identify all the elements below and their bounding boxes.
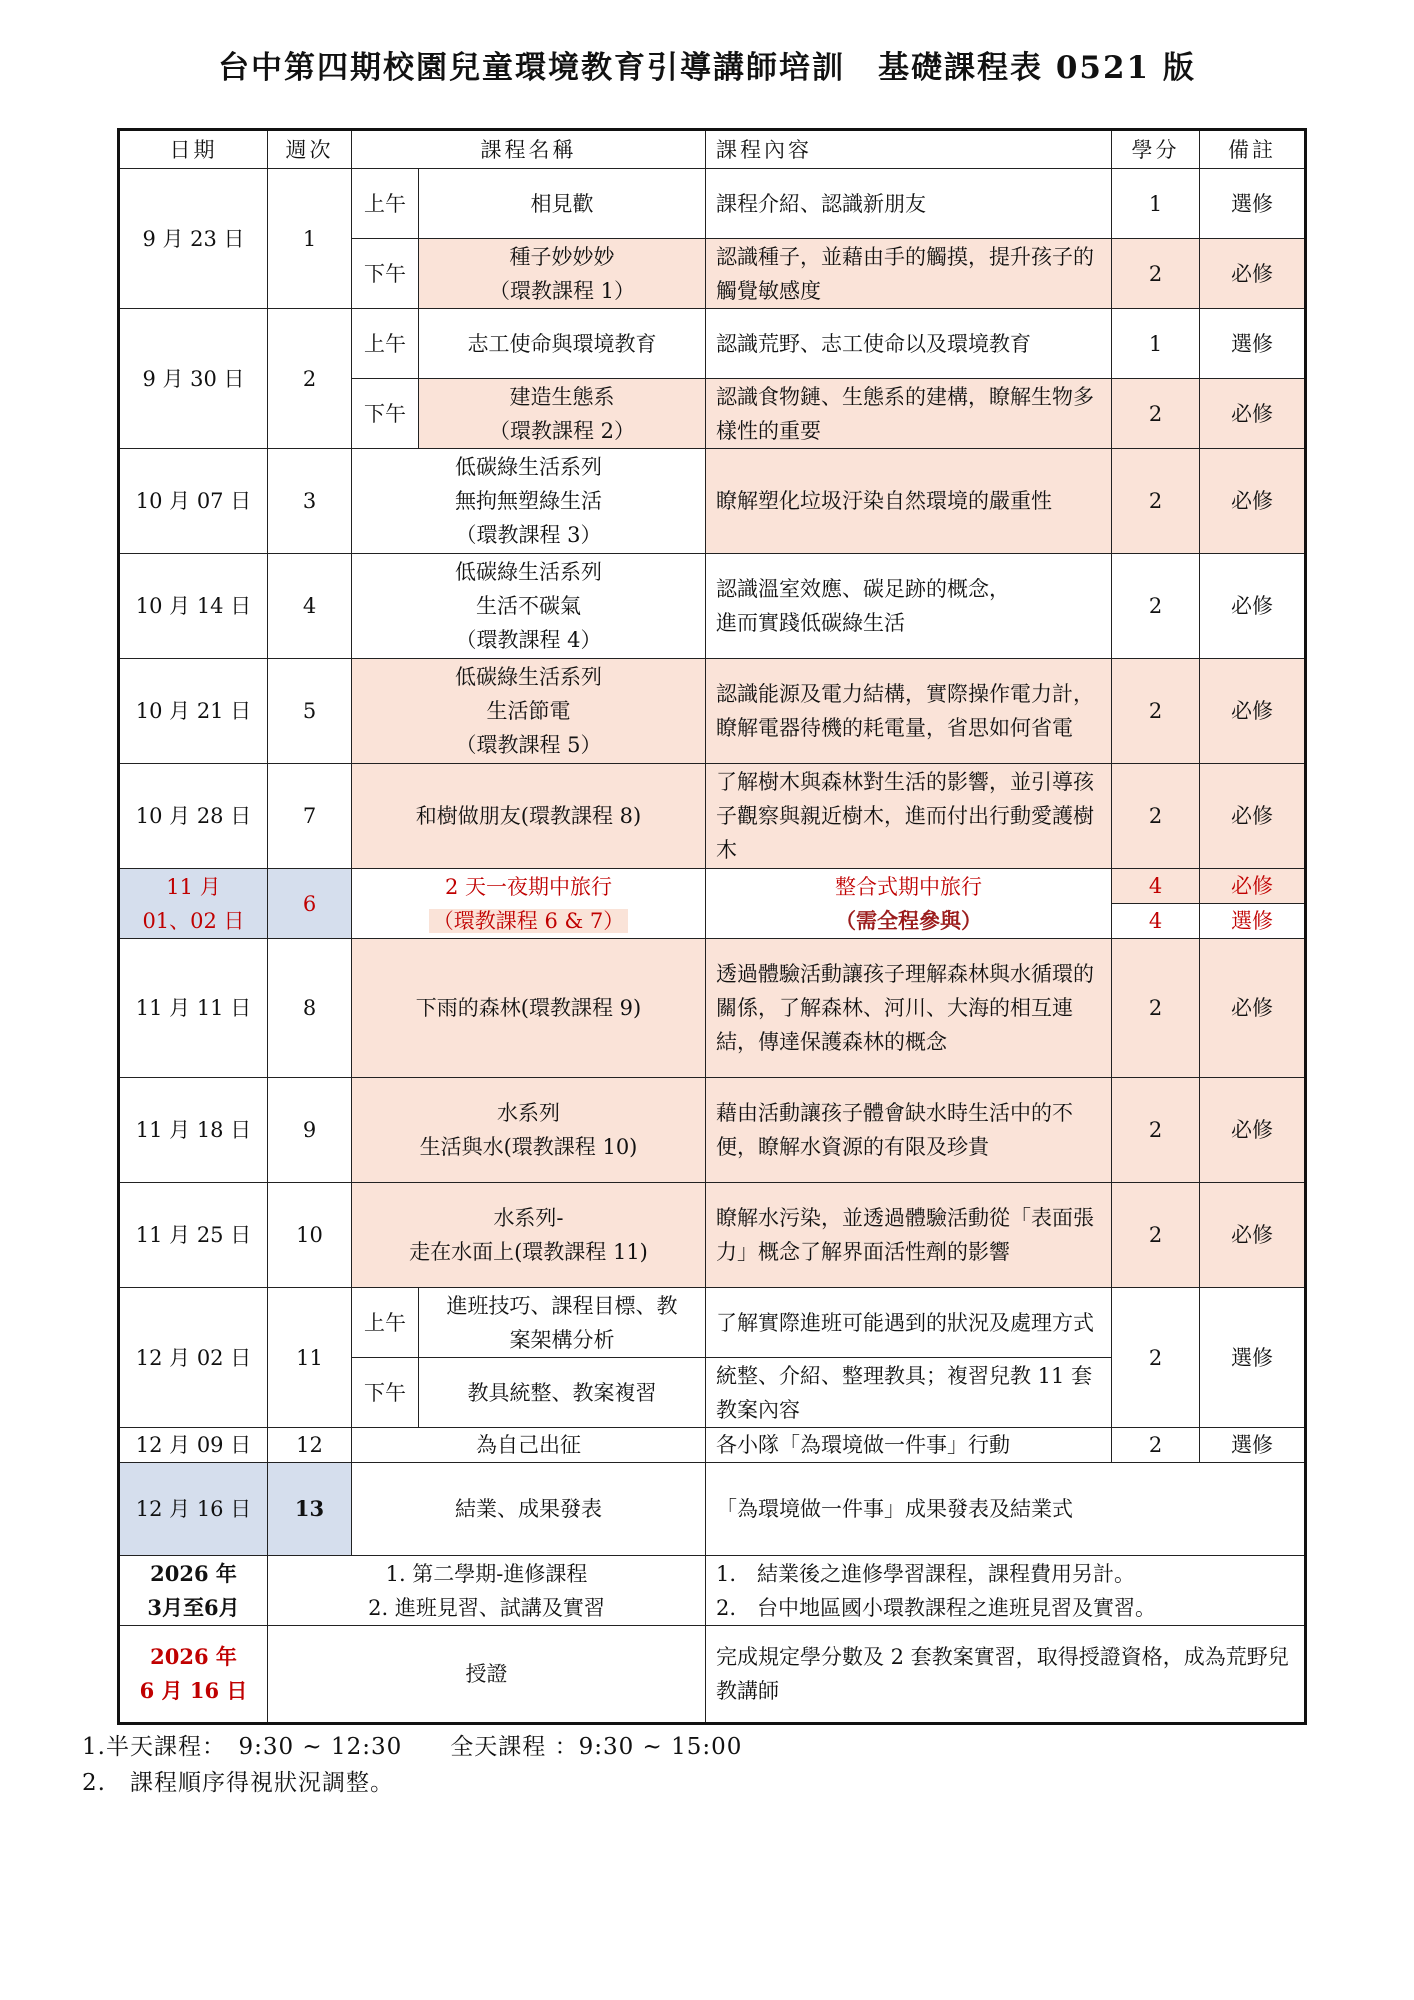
trip-content: 整合式期中旅行 [835, 874, 982, 899]
note-time: 1.半天課程： 9:30 ~ 12:30 全天課程 ：9:30 ~ 15:00 [82, 1734, 743, 1760]
table-row [119, 1183, 1306, 1288]
credit-cell: 4 [1112, 904, 1200, 939]
pm-label: 下午 [352, 379, 419, 449]
week-cell: 7 [268, 764, 352, 869]
table-row [119, 1463, 1306, 1556]
content-cell: 瞭解水污染，並透過體驗活動從「表面張力」概念了解界面活性劑的影響 [706, 1183, 1112, 1288]
course-cell: 志工使命與環境教育 [419, 309, 706, 379]
week-cell: 1 [268, 169, 352, 309]
date-cell: 11 月 18 日 [119, 1078, 268, 1183]
date-cell: 12 月 16 日 [119, 1463, 268, 1556]
note-cell: 選修 [1200, 1288, 1306, 1428]
course-cell: 種子妙妙妙 （環教課程 1） [419, 239, 706, 309]
course-cell [352, 869, 706, 939]
note-cell: 選修 [1200, 309, 1306, 379]
content-cell: 課程介紹、認識新朋友 [706, 169, 1112, 239]
trip-subtitle: （環教課程 6 & 7） [429, 909, 628, 933]
note-cell: 選修 [1200, 904, 1306, 939]
course-cell: 低碳綠生活系列 生活不碳氣 （環教課程 4） [352, 554, 706, 659]
am-label: 上午 [352, 169, 419, 239]
credit-cell: 2 [1112, 554, 1200, 659]
note-cell: 選修 [1200, 1428, 1306, 1463]
table-row [119, 764, 1306, 869]
date-cell: 9 月 30 日 [119, 309, 268, 449]
content-cell: 認識種子，並藉由手的觸摸，提升孩子的觸覺敏感度 [706, 239, 1112, 309]
content-cell [706, 869, 1112, 939]
week-cell: 11 [268, 1288, 352, 1428]
date-cell: 10 月 14 日 [119, 554, 268, 659]
date-cell: 11 月 01、02 日 [119, 869, 268, 939]
content-cell: 統整、介紹、整理教具；複習兒教 11 套教案內容 [706, 1358, 1112, 1428]
content-cell: 了解樹木與森林對生活的影響，並引導孩子觀察與親近樹木，進而付出行動愛護樹木 [706, 764, 1112, 869]
course-cell: 教具統整、教案複習 [419, 1358, 706, 1428]
week-cell: 13 [268, 1463, 352, 1556]
table-row [119, 1078, 1306, 1183]
credit-cell: 2 [1112, 1183, 1200, 1288]
week-cell: 3 [268, 449, 352, 554]
week-cell: 8 [268, 939, 352, 1078]
week-cell: 9 [268, 1078, 352, 1183]
course-cell: 水系列- 走在水面上(環教課程 11) [352, 1183, 706, 1288]
credit-cell: 1 [1112, 309, 1200, 379]
content-cell: 認識食物鏈、生態系的建構，瞭解生物多樣性的重要 [706, 379, 1112, 449]
note-cell: 必修 [1200, 659, 1306, 764]
note-cell: 必修 [1200, 379, 1306, 449]
table-row [119, 869, 1306, 904]
content-cell: 藉由活動讓孩子體會缺水時生活中的不便，瞭解水資源的有限及珍貴 [706, 1078, 1112, 1183]
content-cell: 認識荒野、志工使命以及環境教育 [706, 309, 1112, 379]
content-cell: 認識溫室效應、碳足跡的概念， 進而實踐低碳綠生活 [706, 554, 1112, 659]
note-cell: 選修 [1200, 169, 1306, 239]
content-cell: 認識能源及電力結構，實際操作電力計，瞭解電器待機的耗電量，省思如何省電 [706, 659, 1112, 764]
credit-cell: 2 [1112, 1288, 1200, 1428]
date-cell: 10 月 21 日 [119, 659, 268, 764]
header-note: 備註 [1200, 130, 1306, 169]
header-content: 課程內容 [706, 130, 1112, 169]
course-cell: 為自己出征 [352, 1428, 706, 1463]
date-cell: 11 月 25 日 [119, 1183, 268, 1288]
credit-cell: 1 [1112, 169, 1200, 239]
credit-cell: 2 [1112, 379, 1200, 449]
pm-label: 下午 [352, 239, 419, 309]
content-cell: 瞭解塑化垃圾汙染自然環境的嚴重性 [706, 449, 1112, 554]
content-cell: 透過體驗活動讓孩子理解森林與水循環的關係，了解森林、河川、大海的相互連結，傳達保護森林的概念 [706, 939, 1112, 1078]
table-row [119, 169, 1306, 239]
week-cell: 12 [268, 1428, 352, 1463]
note-cell: 必修 [1200, 1078, 1306, 1183]
credit-cell: 2 [1112, 239, 1200, 309]
note-cell: 必修 [1200, 554, 1306, 659]
credit-cell: 2 [1112, 764, 1200, 869]
date-cell: 10 月 28 日 [119, 764, 268, 869]
table-row [119, 1288, 1306, 1358]
content-cell: 「為環境做一件事」成果發表及結業式 [706, 1463, 1306, 1556]
course-cell: 相見歡 [419, 169, 706, 239]
credit-cell: 4 [1112, 869, 1200, 904]
page-title: 台中第四期校園兒童環境教育引導講師培訓 基礎課程表 0521 版 [218, 50, 1196, 86]
trip-requirement: （需全程參與） [835, 907, 982, 933]
credit-cell: 2 [1112, 939, 1200, 1078]
week-cell: 10 [268, 1183, 352, 1288]
schedule-table [117, 128, 1307, 1725]
course-cell: 低碳綠生活系列 無拘無塑綠生活 （環教課程 3） [352, 449, 706, 554]
date-cell: 12 月 09 日 [119, 1428, 268, 1463]
content-cell: 各小隊「為環境做一件事」行動 [706, 1428, 1112, 1463]
credit-cell: 2 [1112, 449, 1200, 554]
date-cell: 2026 年 3月至6月 [119, 1556, 268, 1626]
table-row [119, 554, 1306, 659]
content-cell: 了解實際進班可能遇到的狀況及處理方式 [706, 1288, 1112, 1358]
course-cell: 1. 第二學期-進修課程 2. 進班見習、試講及實習 [268, 1556, 706, 1626]
course-cell: 低碳綠生活系列 生活節電 （環教課程 5） [352, 659, 706, 764]
content-cell: 完成規定學分數及 2 套教案實習，取得授證資格，成為荒野兒教講師 [706, 1626, 1306, 1724]
table-row [119, 1428, 1306, 1463]
note-cell: 必修 [1200, 449, 1306, 554]
header-week: 週次 [268, 130, 352, 169]
credit-cell: 2 [1112, 659, 1200, 764]
date-cell: 9 月 23 日 [119, 169, 268, 309]
date-cell: 10 月 07 日 [119, 449, 268, 554]
header-credit: 學分 [1112, 130, 1200, 169]
note-cell: 必修 [1200, 239, 1306, 309]
week-cell: 6 [268, 869, 352, 939]
date-cell: 2026 年 6 月 16 日 [119, 1626, 268, 1724]
course-cell: 水系列 生活與水(環教課程 10) [352, 1078, 706, 1183]
table-row [119, 1556, 1306, 1626]
table-header-row [119, 130, 1306, 169]
header-date: 日期 [119, 130, 268, 169]
date-cell: 12 月 02 日 [119, 1288, 268, 1428]
credit-cell: 2 [1112, 1078, 1200, 1183]
trip-title: 2 天一夜期中旅行 [444, 874, 613, 899]
course-cell: 下雨的森林(環教課程 9) [352, 939, 706, 1078]
course-cell: 結業、成果發表 [352, 1463, 706, 1556]
week-cell: 2 [268, 309, 352, 449]
course-cell: 和樹做朋友(環教課程 8) [352, 764, 706, 869]
note-order: 2. 課程順序得視狀況調整。 [82, 1770, 394, 1796]
am-label: 上午 [352, 309, 419, 379]
date-cell: 11 月 11 日 [119, 939, 268, 1078]
course-cell: 建造生態系 （環教課程 2） [419, 379, 706, 449]
note-cell: 必修 [1200, 764, 1306, 869]
table-row [119, 309, 1306, 379]
header-course: 課程名稱 [352, 130, 706, 169]
table-row [119, 449, 1306, 554]
credit-cell: 2 [1112, 1428, 1200, 1463]
note-cell: 必修 [1200, 939, 1306, 1078]
table-row [119, 659, 1306, 764]
note-cell: 必修 [1200, 1183, 1306, 1288]
table-row [119, 939, 1306, 1078]
am-label: 上午 [352, 1288, 419, 1358]
table-row [119, 1626, 1306, 1724]
week-cell: 4 [268, 554, 352, 659]
note-cell: 必修 [1200, 869, 1306, 904]
pm-label: 下午 [352, 1358, 419, 1428]
week-cell: 5 [268, 659, 352, 764]
course-cell: 進班技巧、課程目標、教案架構分析 [419, 1288, 706, 1358]
course-cell: 授證 [268, 1626, 706, 1724]
content-cell: 1. 結業後之進修學習課程，課程費用另計。 2. 台中地區國小環教課程之進班見習及實習。 [706, 1556, 1306, 1626]
